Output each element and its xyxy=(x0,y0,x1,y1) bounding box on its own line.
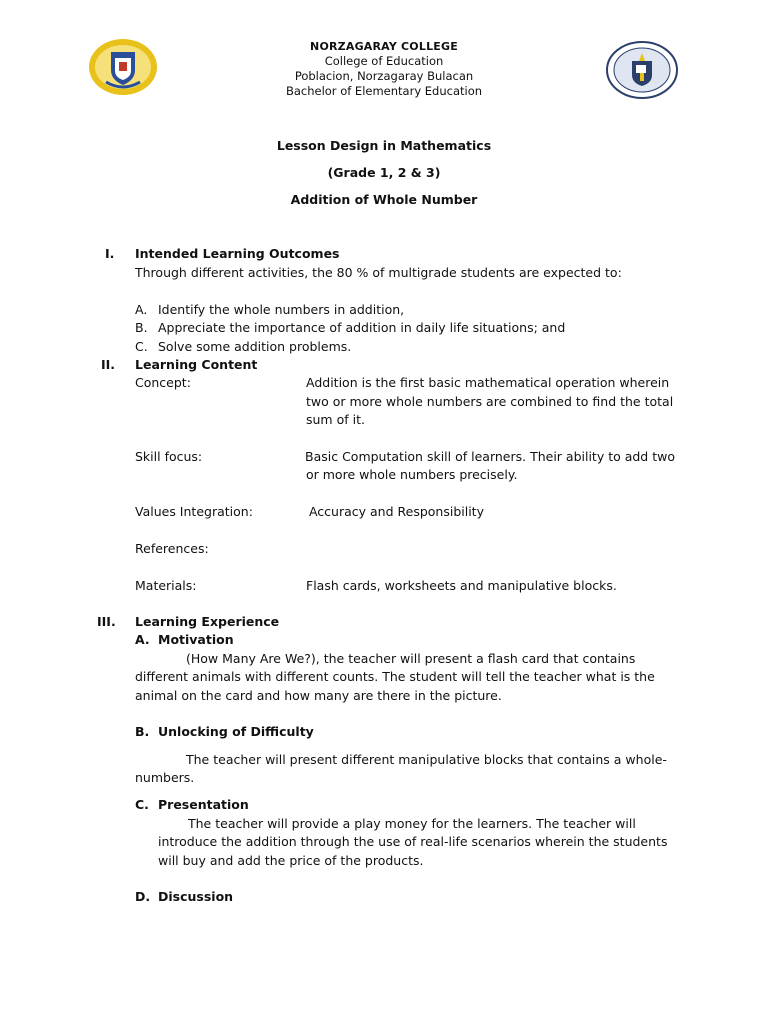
values-integration-label: Values Integration: xyxy=(135,504,253,519)
skill-focus-line-1: Basic Computation skill of learners. Their ability to add two xyxy=(305,449,675,464)
values-integration-value: Accuracy and Responsibility xyxy=(305,504,484,519)
motivation-letter: A. xyxy=(135,632,150,647)
concept-line-3: sum of it. xyxy=(306,412,365,427)
discussion-letter: D. xyxy=(135,889,151,904)
motivation-line-1: (How Many Are We?), the teacher will present a flash card that contains xyxy=(186,651,636,666)
presentation-letter: C. xyxy=(135,797,149,812)
motivation-heading: Motivation xyxy=(158,632,234,647)
section-1-number: I. xyxy=(105,246,115,261)
outcome-b-letter: B. xyxy=(135,320,148,335)
school-name: NORZAGARAY COLLEGE xyxy=(310,40,458,53)
section-2-number: II. xyxy=(101,357,116,372)
college-name: College of Education xyxy=(324,54,444,68)
section-1-intro: Through different activities, the 80 % of multigrade students are expected to: xyxy=(135,265,622,280)
skill-focus-line-2: or more whole numbers precisely. xyxy=(306,467,518,482)
presentation-line-2: introduce the addition through the use of real-life scenarios wherein the students xyxy=(158,834,668,849)
outcome-c-letter: C. xyxy=(135,339,148,354)
discussion-heading: Discussion xyxy=(158,889,234,904)
presentation-line-1: The teacher will provide a play money for the learners. The teacher will xyxy=(188,816,636,831)
presentation-heading: Presentation xyxy=(158,797,249,812)
concept-label: Concept: xyxy=(135,375,191,390)
program-name: Bachelor of Elementary Education xyxy=(285,84,483,98)
lesson-topic: Addition of Whole Number xyxy=(290,192,478,207)
references-label: References: xyxy=(135,541,209,556)
college-of-education-seal xyxy=(606,41,678,99)
section-3-number: III. xyxy=(97,614,116,629)
outcome-b-text: Appreciate the importance of addition in daily life situations; and xyxy=(158,320,566,335)
skill-focus-label: Skill focus: xyxy=(135,449,203,464)
school-address: Poblacion, Norzagaray Bulacan xyxy=(294,69,474,83)
outcome-a-letter: A. xyxy=(135,302,148,317)
unlocking-letter: B. xyxy=(135,724,150,739)
motivation-line-2: different animals with different counts. The student will tell the teacher what is the xyxy=(135,669,655,684)
section-2-heading: Learning Content xyxy=(135,357,258,372)
motivation-line-3: animal on the card and how many are there in the picture. xyxy=(135,688,502,703)
outcome-c-text: Solve some addition problems. xyxy=(158,339,352,354)
materials-value: Flash cards, worksheets and manipulative blocks. xyxy=(306,578,617,593)
presentation-line-3: will buy and add the price of the products. xyxy=(158,853,424,868)
section-1-heading: Intended Learning Outcomes xyxy=(135,246,340,261)
unlocking-line-1: The teacher will present different manipulative blocks that contains a whole- xyxy=(186,752,667,767)
outcome-a-text: Identify the whole numbers in addition, xyxy=(158,302,405,317)
section-3-heading: Learning Experience xyxy=(135,614,280,629)
materials-label: Materials: xyxy=(135,578,197,593)
unlocking-line-2: numbers. xyxy=(135,770,195,785)
unlocking-heading: Unlocking of Difficulty xyxy=(158,724,314,739)
concept-line-1: Addition is the first basic mathematical operation wherein xyxy=(306,375,670,390)
lesson-title: Lesson Design in Mathematics xyxy=(276,138,492,153)
grade-level: (Grade 1, 2 & 3) xyxy=(327,165,441,180)
concept-line-2: two or more whole numbers are combined to find the total xyxy=(306,394,674,409)
